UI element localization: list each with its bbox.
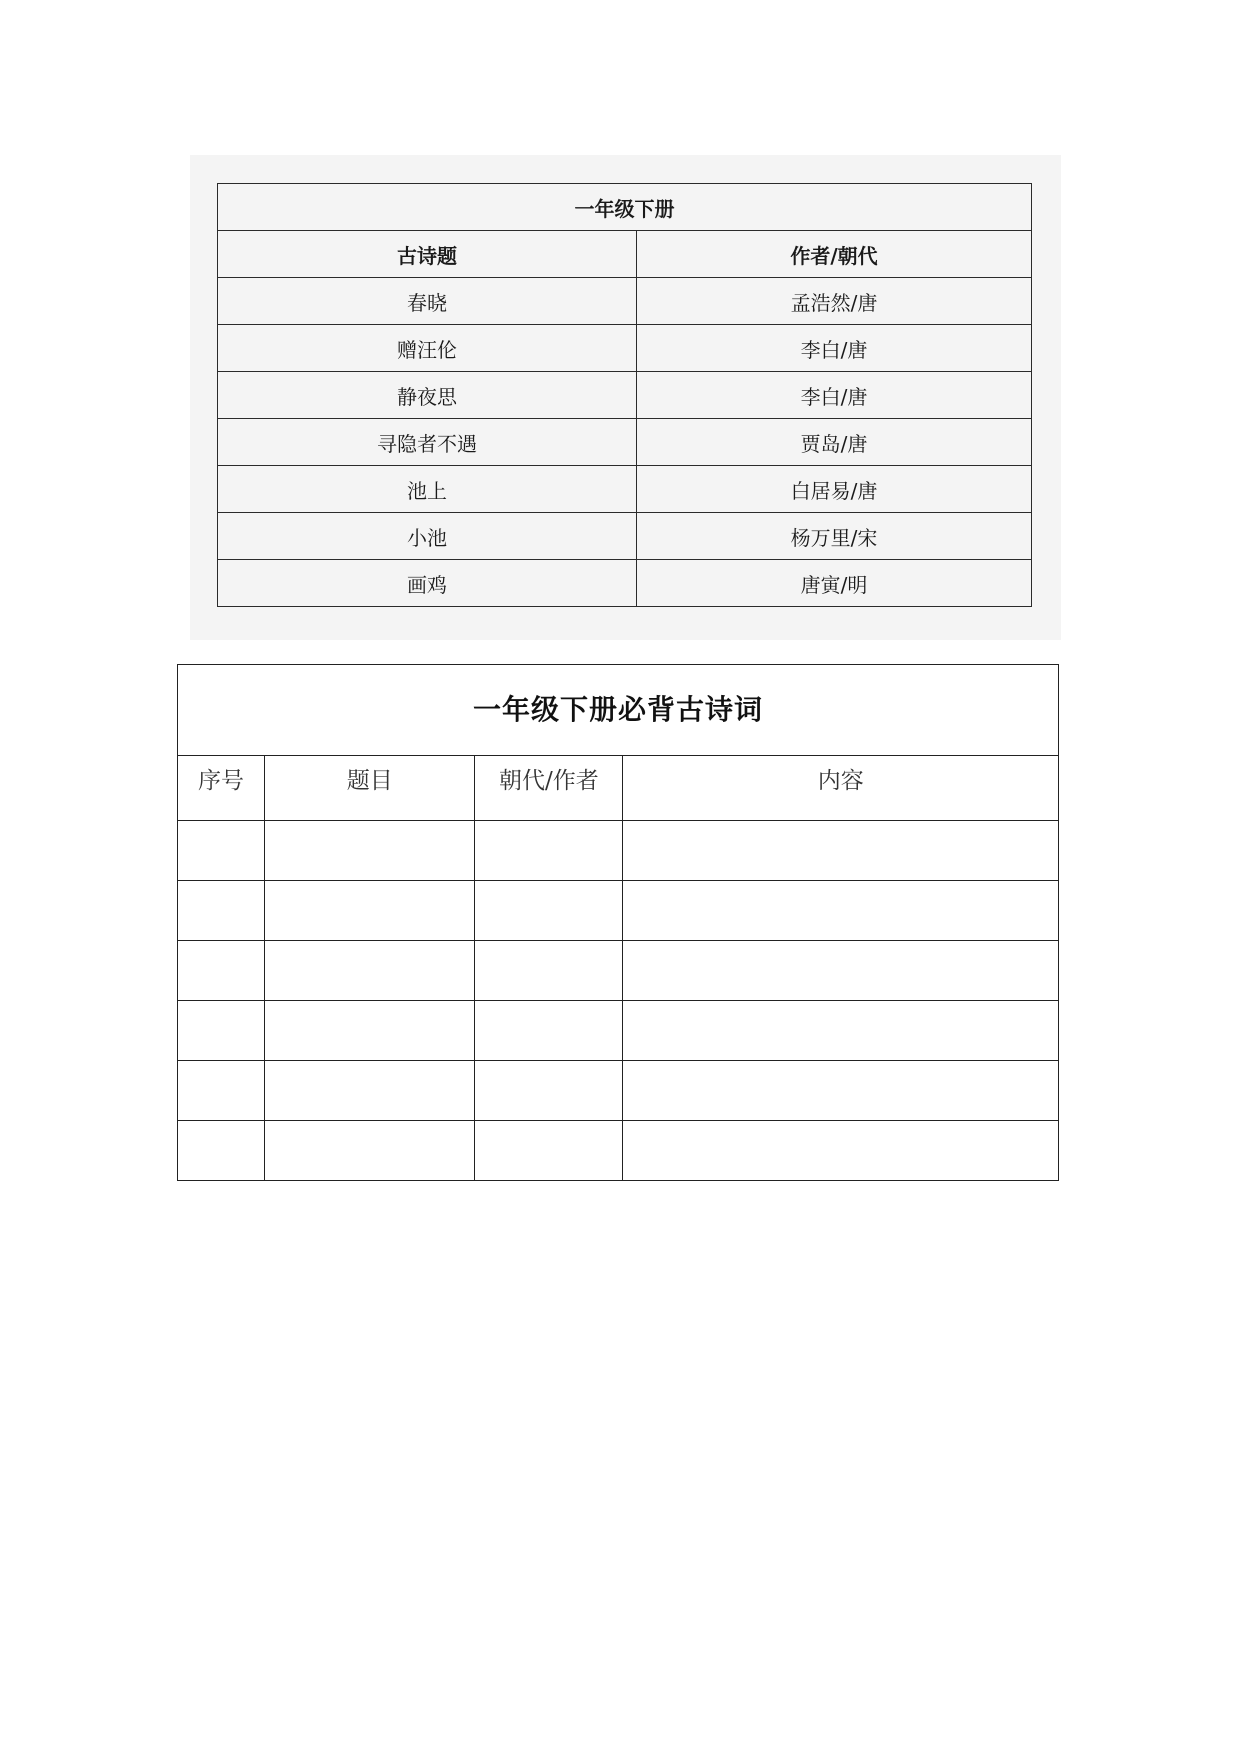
content-cell[interactable] xyxy=(623,1121,1059,1181)
table-row xyxy=(178,881,1059,941)
author-dynasty-cell: 白居易/唐 xyxy=(637,466,1032,513)
number-cell[interactable] xyxy=(178,1121,265,1181)
poem-title-cell: 寻隐者不遇 xyxy=(218,419,637,466)
table-row xyxy=(178,1001,1059,1061)
title-cell[interactable] xyxy=(265,1001,475,1061)
content-cell[interactable] xyxy=(623,1001,1059,1061)
poem-list-title: 一年级下册 xyxy=(218,184,1032,231)
author-dynasty-cell: 孟浩然/唐 xyxy=(637,278,1032,325)
table-row xyxy=(178,821,1059,881)
title-header: 题目 xyxy=(265,756,475,821)
poem-list-header-row xyxy=(218,231,1032,278)
title-cell[interactable] xyxy=(265,1061,475,1121)
title-cell[interactable] xyxy=(265,941,475,1001)
poem-title-cell: 画鸡 xyxy=(218,560,637,607)
dynasty-author-header: 朝代/作者 xyxy=(475,756,623,821)
content-cell[interactable] xyxy=(623,1061,1059,1121)
worksheet-header-row xyxy=(178,756,1059,821)
content-header: 内容 xyxy=(623,756,1059,821)
content-cell[interactable] xyxy=(623,881,1059,941)
dynasty-author-cell[interactable] xyxy=(475,1121,623,1181)
author-dynasty-cell: 李白/唐 xyxy=(637,372,1032,419)
table-row xyxy=(218,278,1032,325)
table-row xyxy=(218,513,1032,560)
number-cell[interactable] xyxy=(178,821,265,881)
number-cell[interactable] xyxy=(178,1061,265,1121)
author-dynasty-cell: 唐寅/明 xyxy=(637,560,1032,607)
author-dynasty-cell: 李白/唐 xyxy=(637,325,1032,372)
poem-title-header: 古诗题 xyxy=(218,231,637,278)
poem-title-cell: 赠汪伦 xyxy=(218,325,637,372)
worksheet-title: 一年级下册必背古诗词 xyxy=(178,665,1059,756)
dynasty-author-cell[interactable] xyxy=(475,941,623,1001)
content-cell[interactable] xyxy=(623,941,1059,1001)
title-cell[interactable] xyxy=(265,821,475,881)
poem-title-cell: 池上 xyxy=(218,466,637,513)
dynasty-author-cell[interactable] xyxy=(475,1061,623,1121)
worksheet-title-row xyxy=(178,665,1059,756)
table-row xyxy=(218,560,1032,607)
author-dynasty-header: 作者/朝代 xyxy=(637,231,1032,278)
poem-list-title-row xyxy=(218,184,1032,231)
number-cell[interactable] xyxy=(178,1001,265,1061)
table-row xyxy=(178,1121,1059,1181)
number-cell[interactable] xyxy=(178,941,265,1001)
poem-title-cell: 小池 xyxy=(218,513,637,560)
table-row xyxy=(218,372,1032,419)
title-cell[interactable] xyxy=(265,881,475,941)
poem-list-image xyxy=(190,155,1061,640)
title-cell[interactable] xyxy=(265,1121,475,1181)
number-cell[interactable] xyxy=(178,881,265,941)
poem-title-cell: 静夜思 xyxy=(218,372,637,419)
content-cell[interactable] xyxy=(623,821,1059,881)
dynasty-author-cell[interactable] xyxy=(475,881,623,941)
table-row xyxy=(218,466,1032,513)
author-dynasty-cell: 贾岛/唐 xyxy=(637,419,1032,466)
worksheet-table xyxy=(177,664,1059,1181)
dynasty-author-cell[interactable] xyxy=(475,1001,623,1061)
table-row xyxy=(178,941,1059,1001)
dynasty-author-cell[interactable] xyxy=(475,821,623,881)
poem-title-cell: 春晓 xyxy=(218,278,637,325)
author-dynasty-cell: 杨万里/宋 xyxy=(637,513,1032,560)
table-row xyxy=(218,325,1032,372)
table-row xyxy=(218,419,1032,466)
poem-list-table xyxy=(217,183,1032,607)
table-row xyxy=(178,1061,1059,1121)
number-header: 序号 xyxy=(178,756,265,821)
